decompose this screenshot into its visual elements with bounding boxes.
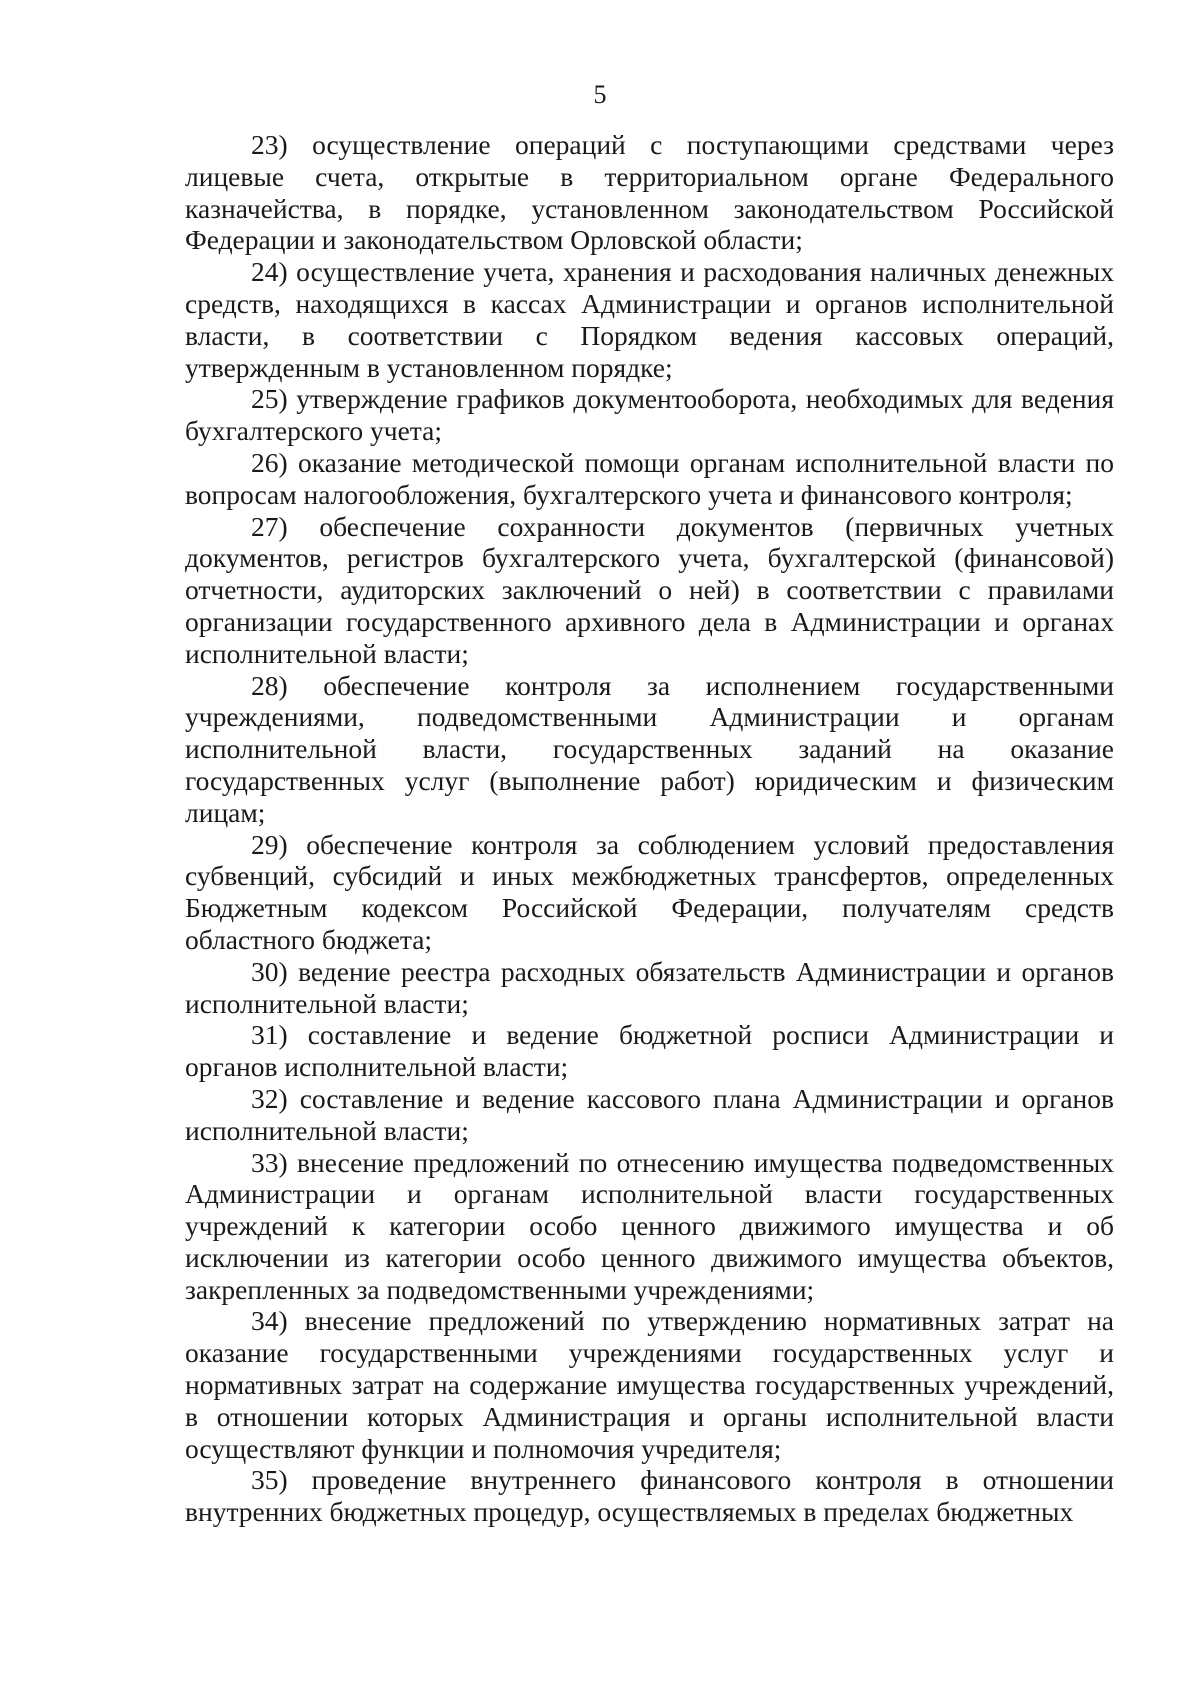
list-item-28: 28) обеспечение контроля за исполнением государственными учреждениями, подведомственными Администрации и органам исполнительной власти, государственных заданий на оказание государственных услуг (выполнение работ) юридическим и физическим лицам; bbox=[185, 669, 1114, 828]
list-item-31: 31) составление и ведение бюджетной росписи Администрации и органов исполнительной власти; bbox=[185, 1019, 1114, 1083]
list-item-32: 32) составление и ведение кассового плана Администрации и органов исполнительной власти; bbox=[185, 1082, 1114, 1146]
page-number: 5 bbox=[593, 80, 607, 109]
list-item-30: 30) ведение реестра расходных обязательств Администрации и органов исполнительной власти; bbox=[185, 955, 1114, 1019]
document-body bbox=[185, 129, 1114, 1528]
list-item-35: 35) проведение внутреннего финансового контроля в отношении внутренних бюджетных процедур, осуществляемых в пределах бюджетных bbox=[185, 1464, 1114, 1528]
list-item-23: 23) осуществление операций с поступающими средствами через лицевые счета, открытые в территориальном органе Федерального казначейства, в порядке, установленном законодательством Российской Федерации и законодательством Орловской области; bbox=[185, 129, 1114, 256]
list-item-29: 29) обеспечение контроля за соблюдением условий предоставления субвенций, субсидий и иных межбюджетных трансфертов, определенных Бюджетным кодексом Российской Федерации, получателям средств областного бюджета; bbox=[185, 828, 1114, 955]
list-item-24: 24) осуществление учета, хранения и расходования наличных денежных средств, находящихся в кассах Администрации и органов исполнительной власти, в соответствии с Порядком ведения кассовых операций, утвержденным в установленном порядке; bbox=[185, 256, 1114, 383]
list-item-34: 34) внесение предложений по утверждению нормативных затрат на оказание государственными учреждениями государственных услуг и нормативных затрат на содержание имущества государственных учреждений, в отношении которых Администрация и органы исполнительной власти осуществляют функции и полномочия учредителя; bbox=[185, 1305, 1114, 1464]
list-item-26: 26) оказание методической помощи органам исполнительной власти по вопросам налогообложения, бухгалтерского учета и финансового контроля; bbox=[185, 446, 1114, 510]
list-item-25: 25) утверждение графиков документооборота, необходимых для ведения бухгалтерского учета; bbox=[185, 383, 1114, 447]
list-item-27: 27) обеспечение сохранности документов (первичных учетных документов, регистров бухгалтерского учета, бухгалтерской (финансовой) отчетности, аудиторских заключений о ней) в соответствии с правилами организации государственного архивного дела в Администрации и органах исполнительной власти; bbox=[185, 510, 1114, 669]
list-item-33: 33) внесение предложений по отнесению имущества подведомственных Администрации и органам исполнительной власти государственных учреждений к категории особо ценного движимого имущества и об исключении из категории особо ценного движимого имущества объектов, закрепленных за подведомственными учреждениями; bbox=[185, 1146, 1114, 1305]
